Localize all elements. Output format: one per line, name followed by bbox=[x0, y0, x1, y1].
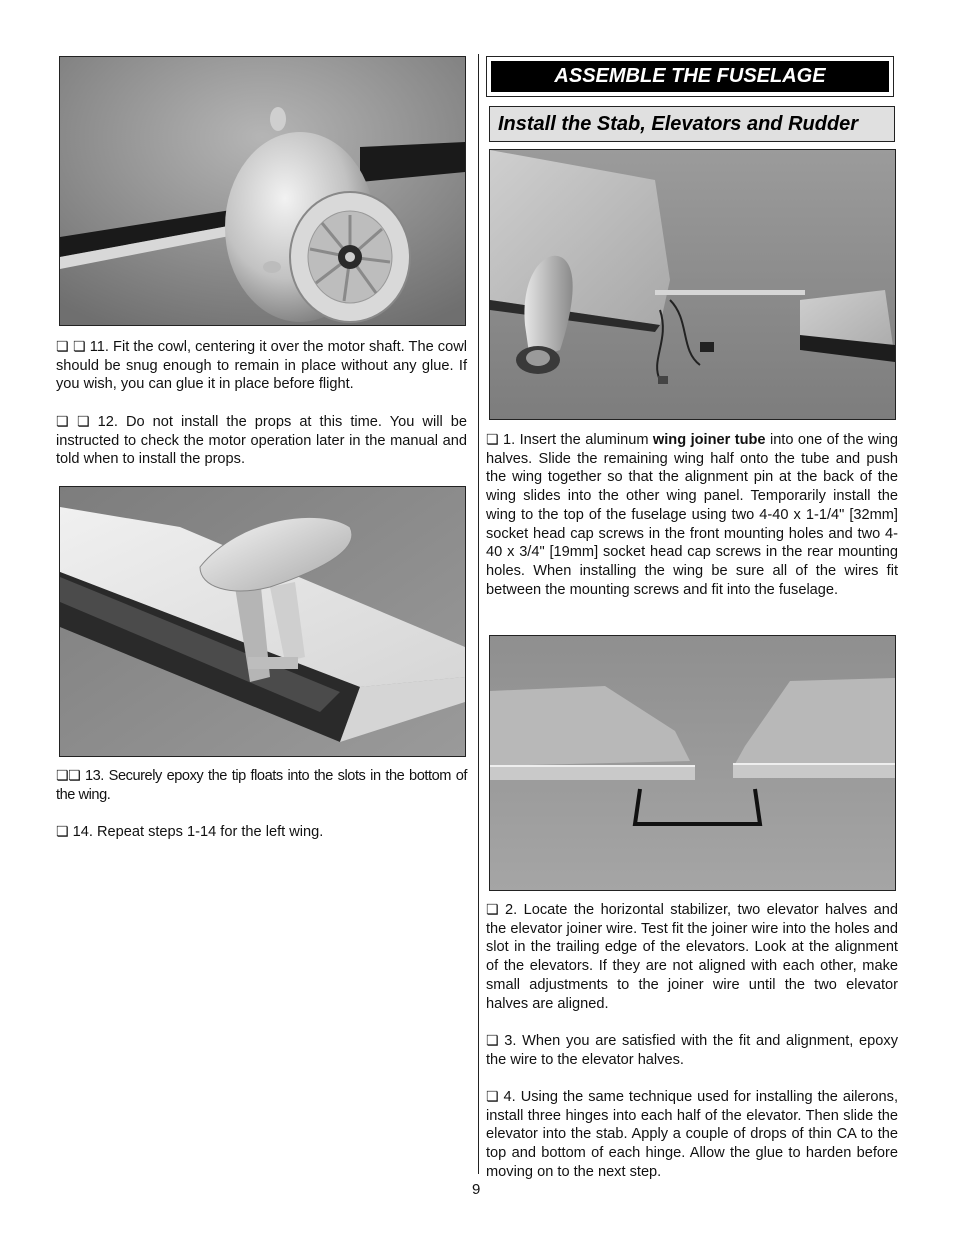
wing-joiner-photo bbox=[489, 149, 896, 420]
step-3 bbox=[486, 1032, 898, 1069]
step-11 bbox=[56, 338, 467, 394]
checkbox-icon[interactable]: ❏ ❏ bbox=[56, 414, 90, 430]
section-banner-title: ASSEMBLE THE FUSELAGE bbox=[491, 61, 889, 92]
checkbox-icon[interactable]: ❏ bbox=[486, 1089, 499, 1105]
section-banner bbox=[486, 56, 894, 97]
stab-elevator-photo bbox=[489, 635, 896, 891]
column-divider bbox=[478, 54, 479, 1174]
step-11-text: 11. Fit the cowl, centering it over the motor shaft. The cowl should be snug enough to remain in place without any glue. If you wish, you can glue it in place before flight. bbox=[56, 339, 467, 393]
step-13-text: 13. Securely epoxy the tip floats into the slots in the bottom of the wing. bbox=[56, 768, 467, 803]
subsection-heading: Install the Stab, Elevators and Rudder bbox=[489, 106, 895, 142]
step-2 bbox=[486, 901, 898, 1013]
tip-float-photo bbox=[59, 486, 466, 757]
step-4 bbox=[486, 1088, 898, 1182]
step-3-text: 3. When you are satisfied with the fit and alignment, epoxy the wire to the elevator halves. bbox=[486, 1033, 899, 1068]
step-12 bbox=[56, 413, 467, 469]
step-1-text-pre: 1. Insert the aluminum bbox=[502, 432, 653, 448]
page-number: 9 bbox=[472, 1181, 481, 1198]
checkbox-icon[interactable]: ❏ bbox=[486, 902, 499, 918]
step-4-text: 4. Using the same technique used for installing the ailerons, install three hinges into each half of the elevator. Then slide the elevator into the stab. Apply a couple of drops of thin CA to the top and bottom of each hinge. Allow the glue to harden before moving on to the next step. bbox=[486, 1089, 898, 1180]
step-1-text-post: into one of the wing halves. Slide the remaining wing half onto the tube and push the wing together so that the alignment pin at the back of the wing slides into the other wing panel. Temporarily install the wing to the top of the fuselage using two 4-40 x 1-1/4" [32mm] socket head cap screws in the front mounting holes and two 4-40 x 3/4" [19mm] socket head cap screws in the rear mounting holes. When installing the wing be sure all of the wires fit between the mounting screws and fit into the fuselage. bbox=[486, 432, 898, 598]
checkbox-icon[interactable]: ❏ bbox=[486, 1033, 499, 1049]
cowl-photo bbox=[59, 56, 466, 326]
step-1 bbox=[486, 431, 898, 599]
step-12-text: 12. Do not install the props at this time. You will be instructed to check the motor operation later in the manual and told when to install the props. bbox=[56, 414, 467, 468]
checkbox-icon[interactable]: ❏ ❏ bbox=[56, 339, 86, 355]
checkbox-icon[interactable]: ❏❏ bbox=[56, 768, 81, 784]
step-1-highlight: wing joiner tube bbox=[652, 432, 766, 448]
checkbox-icon[interactable]: ❏ bbox=[486, 432, 499, 448]
step-14-text: 14. Repeat steps 1-14 for the left wing. bbox=[72, 824, 324, 840]
step-2-text: 2. Locate the horizontal stabilizer, two elevator halves and the elevator joiner wire. Test fit the joiner wire into the holes and slot in the trailing edge of the elevators. Look at the alignment of the elevators. If they are not aligned with each other, make small adjustments to the joiner wire until the two elevator halves are aligned. bbox=[486, 902, 898, 1012]
step-14 bbox=[56, 823, 467, 842]
checkbox-icon[interactable]: ❏ bbox=[56, 824, 69, 840]
step-13 bbox=[56, 767, 467, 804]
